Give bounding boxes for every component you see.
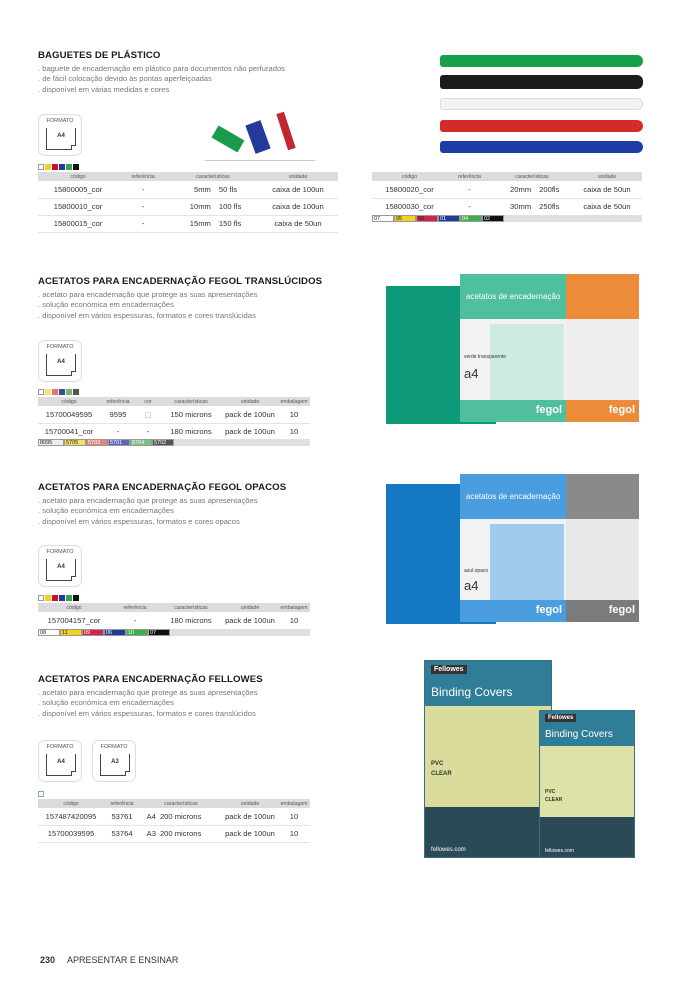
table-row: 157487420095 53761 A4 200 microns pack de 100un 10 (38, 808, 310, 825)
swatch-clear (38, 791, 44, 797)
section-baguetes (38, 50, 285, 95)
feature-list (38, 290, 322, 321)
feature-item: . acetato para encadernação que protege as suas apresentações (38, 688, 258, 697)
feature-item: . baguete de encadernação em plástico para documentos não perfurados (38, 64, 285, 73)
product-table-fellowes: código referência características unidade embalagem 157487420095 53761 A4 200 microns pack de 100un 10 15700039595 53764 A3 200 microns pack de 100un 10 (38, 799, 310, 843)
color-code-bar: 07 95 03 01 04 02 (372, 215, 642, 222)
color-swatches (38, 595, 79, 601)
fegol-translucent-product-image: fegol acetatos de encadernação verde transparente a4 fegol (386, 274, 641, 424)
feature-item: . solução económica em encadernações (38, 506, 174, 516)
format-a3-icon: FORMATO A3 (92, 740, 136, 782)
page-footer (40, 955, 178, 965)
table-row: 15700041_cor - - 180 microns pack de 100un 10 (44, 427, 299, 437)
section-fellowes (38, 674, 263, 719)
feature-item: . disponível em vários espessuras, formatos e cores translúcidas (38, 310, 256, 320)
table-row: 15700049595 9595 ▢ 150 microns pack de 100un 10 (38, 406, 310, 423)
format-icons (38, 545, 82, 587)
format-icons (38, 340, 82, 382)
color-swatches (38, 389, 79, 395)
section-title: ACETATOS PARA ENCADERNAÇÃO FEGOL OPACOS (38, 482, 287, 493)
section-title: BAGUETES DE PLÁSTICO (38, 50, 161, 61)
binding-bars-angled-image (205, 110, 315, 160)
feature-item: . disponível em várias medidas e cores (38, 84, 170, 94)
format-a4-icon: FORMATO A4 (38, 545, 82, 587)
fellowes-binding-covers-image: Fellowes Binding Covers PVC CLEAR fellowes.com Fellowes Binding Covers PVC CLEAR fellowes.com (424, 660, 636, 860)
product-table-baguetes-left: código referência características unidade 15800005_cor - 5mm 50 fls caixa de 100un 15800010_cor - 10mm 100 fls caixa de 100un 15800015_cor - 15mm 150 fls caixa de 50un (38, 172, 338, 233)
page-number: 230 (40, 955, 56, 965)
color-swatches (38, 164, 79, 170)
feature-list (38, 688, 263, 719)
color-swatches (38, 791, 44, 797)
color-code-bar: 08 11 09 06 10 07 (38, 629, 310, 636)
swatch-green (66, 164, 72, 170)
product-table-baguetes-right: código referência características unidade 15800020_cor - 20mm 200fls caixa de 50un 15800030_cor - 30mm 250fls caixa de 50un (372, 172, 642, 215)
swatch-red (52, 164, 58, 170)
feature-item: . disponível em vários espessuras, formatos e cores translúcidos (38, 708, 256, 718)
format-icons (38, 740, 136, 782)
section-fegol-opacos (38, 482, 286, 527)
feature-item: . solução económica em encadernações (38, 698, 174, 708)
feature-item: . disponível em vários espessuras, formatos e cores opacos (38, 516, 240, 526)
table-row: 15800020_cor - 20mm 200fls caixa de 50un (372, 181, 642, 198)
product-table-fegol-translucidos: código referência cor características unidade embalagem 15700049595 9595 ▢ 150 microns pack de 100un 10 15700041_cor - - 180 microns pack de 100un 10 (38, 397, 310, 440)
format-a4-icon: FORMATO A4 (38, 740, 82, 782)
feature-item: . solução económica em encadernações (38, 300, 174, 310)
section-title: ACETATOS PARA ENCADERNAÇÃO FELLOWES (38, 674, 263, 685)
table-row: 15800015_cor - 15mm 150 fls caixa de 50un (38, 215, 338, 232)
format-a4-icon: FORMATO A4 (38, 340, 82, 382)
table-row: 157004157_cor - 180 microns pack de 100un 10 (47, 616, 299, 625)
swatch-yellow (45, 164, 51, 170)
chapter-title: APRESENTAR E ENSINAR (67, 955, 179, 965)
swatch-white (38, 164, 44, 170)
feature-list (38, 64, 285, 95)
feature-item: . de fácil colocação devido às pontas aperfeiçoadas (38, 74, 212, 84)
section-title: ACETATOS PARA ENCADERNAÇÃO FEGOL TRANSLÚCIDOS (38, 276, 323, 287)
swatch-black (73, 164, 79, 170)
feature-item: . acetato para encadernação que protege as suas apresentações (38, 496, 258, 505)
section-fegol-translucidos (38, 276, 322, 321)
table-row: 15800005_cor - 5mm 50 fls caixa de 100un (38, 181, 338, 198)
swatch-blue (59, 164, 65, 170)
table-row: 15700039595 53764 A3 200 microns pack de 100un 10 (38, 825, 310, 842)
table-row: 15800010_cor - 10mm 100 fls caixa de 100un (38, 198, 338, 215)
feature-item: . acetato para encadernação que protege as suas apresentações (38, 290, 258, 299)
feature-list (38, 496, 286, 527)
fegol-opaque-product-image: fegol acetatos de encadernação azul opaco a4 fegol (386, 474, 641, 624)
binding-bars-image (440, 52, 645, 157)
table-row: 15800030_cor - 30mm 250fls caixa de 50un (385, 202, 631, 212)
format-icons (38, 114, 82, 156)
color-code-bar: 8095 5705 5703 5701 5704 5702 (38, 439, 310, 446)
format-a4-icon: FORMATO A4 (38, 114, 82, 156)
product-table-fegol-opacos: código referência características unidade embalagem 157004157_cor - 180 microns pack de 100un 10 (38, 603, 310, 629)
